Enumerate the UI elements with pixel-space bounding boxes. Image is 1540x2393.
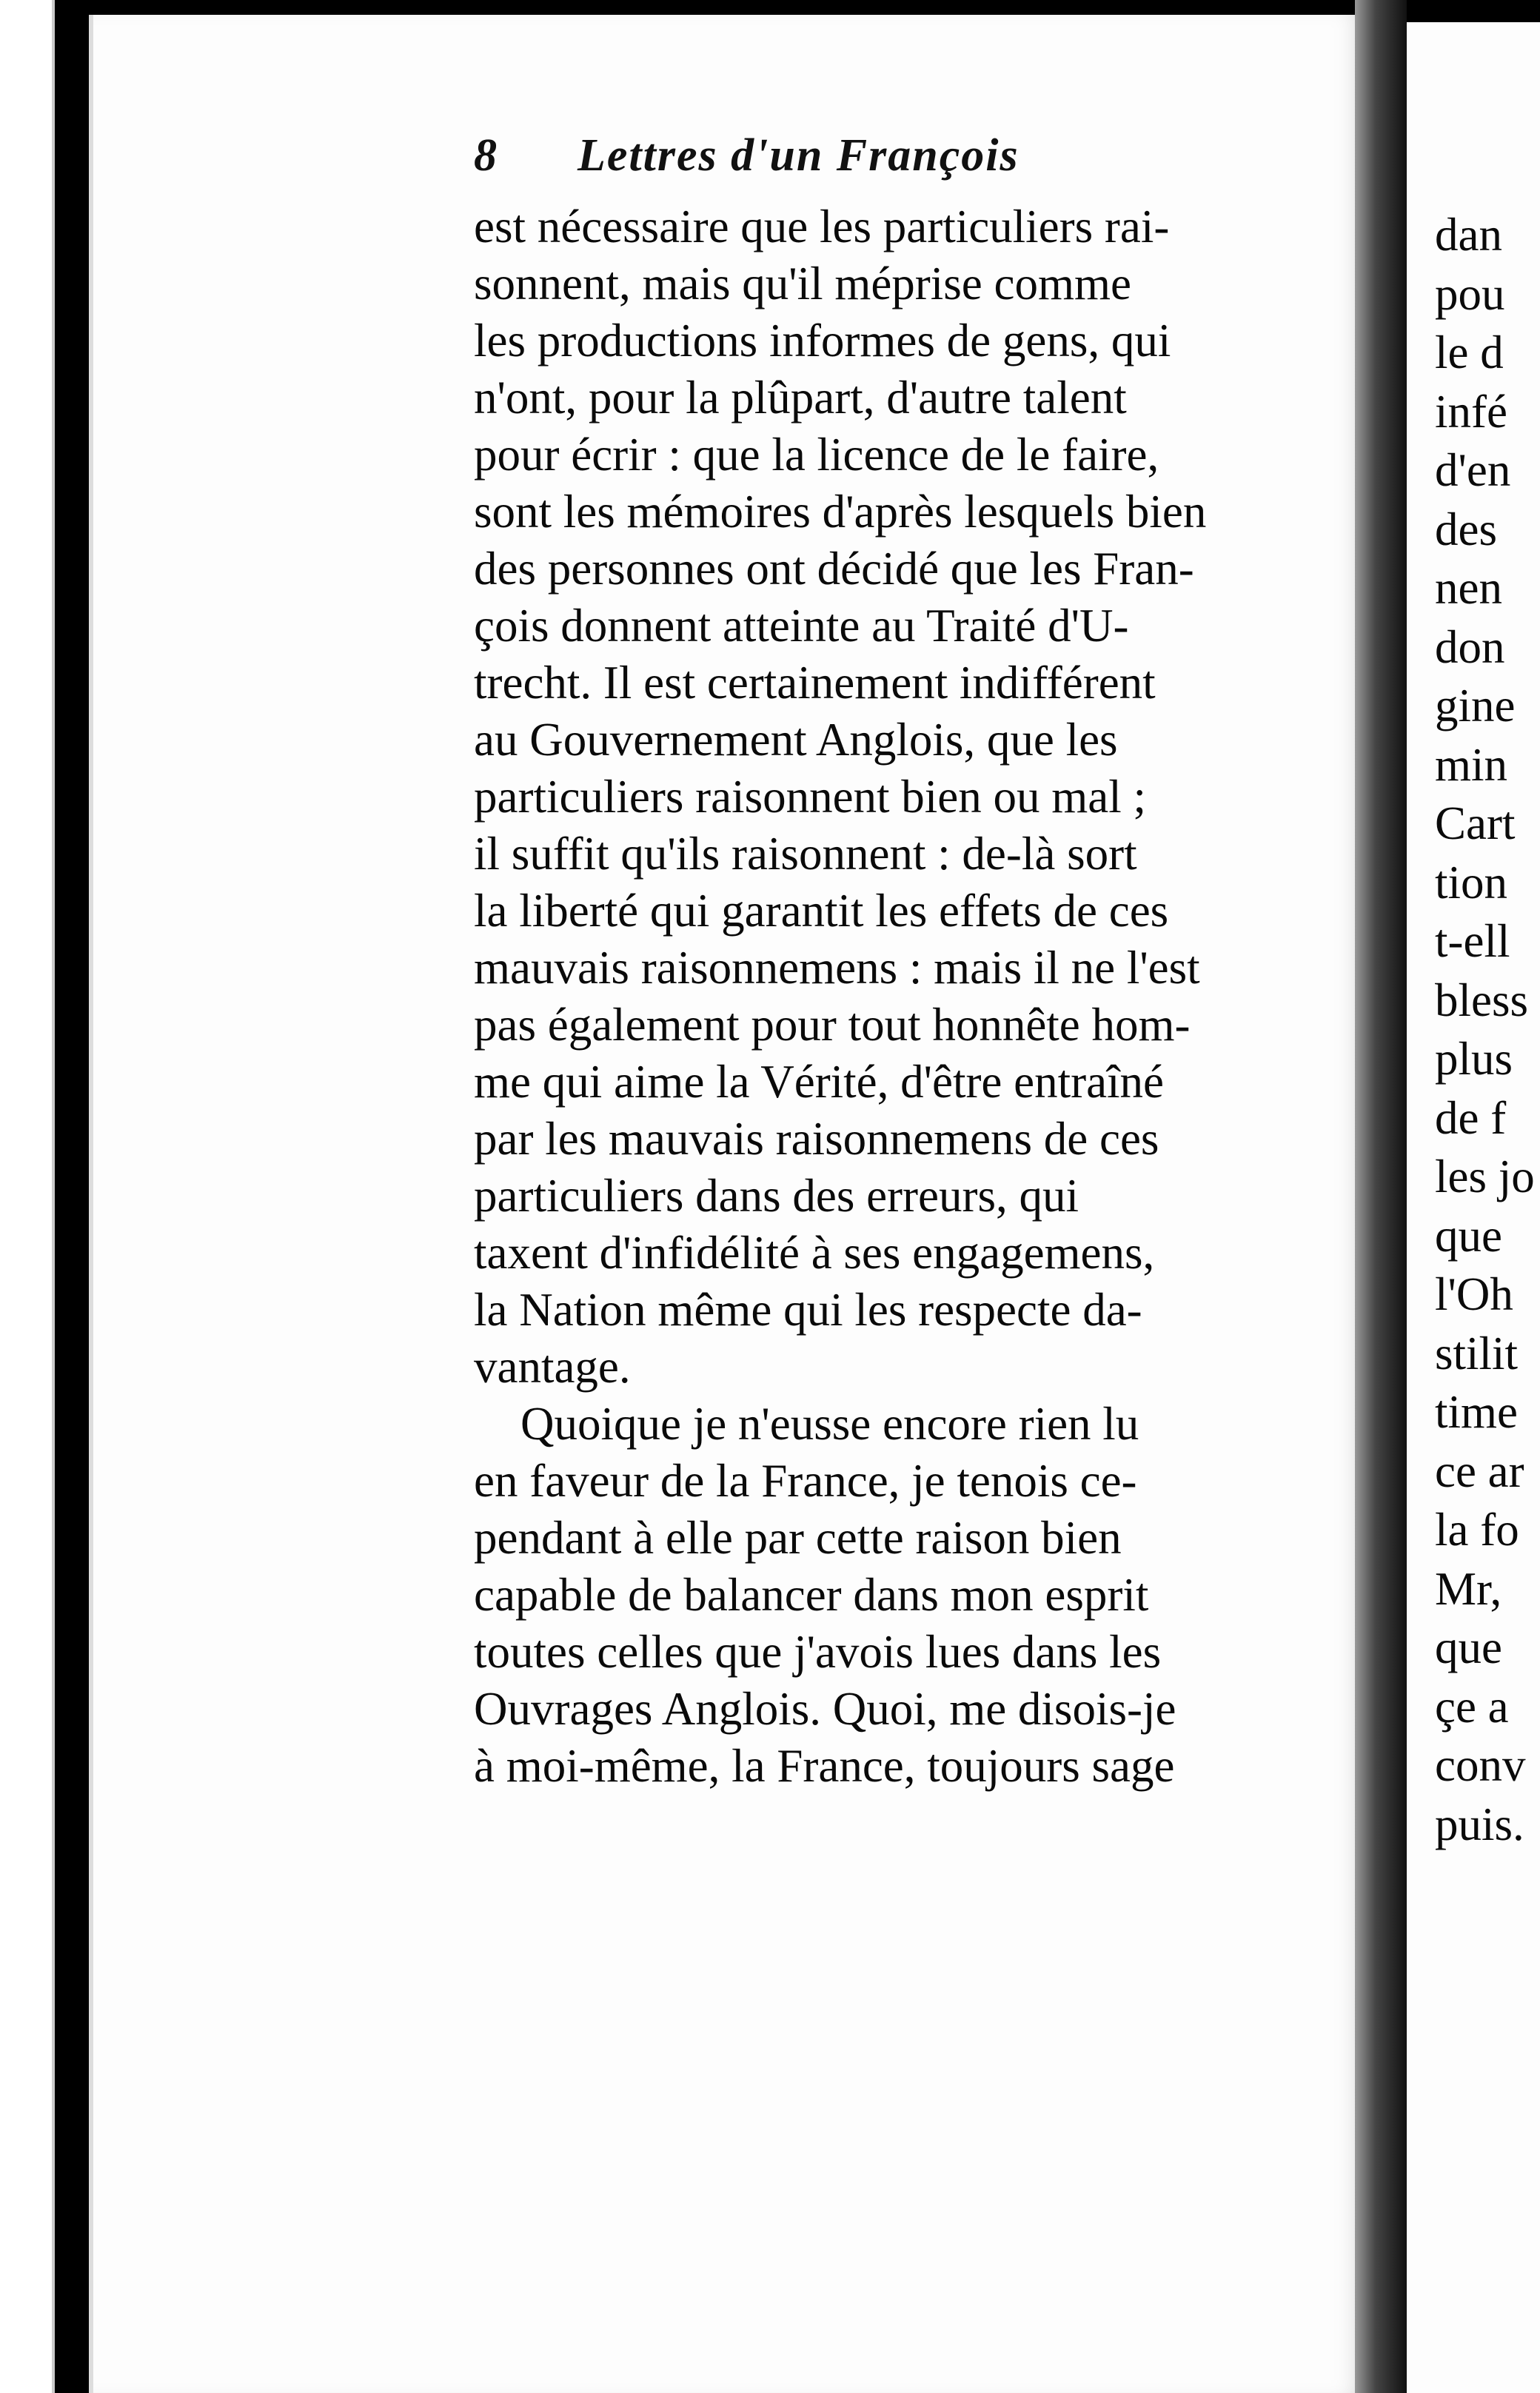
facing-text-line: la fo bbox=[1435, 1504, 1519, 1556]
facing-text-line: tion bbox=[1435, 856, 1508, 908]
text-line: la liberté qui garantit les effets de ces bbox=[474, 885, 1169, 937]
text-line: la Nation même qui les respecte da- bbox=[474, 1284, 1142, 1336]
facing-text-line: que bbox=[1435, 1209, 1502, 1262]
text-line: trecht. Il est certainement indifférent bbox=[474, 657, 1156, 709]
facing-page-text bbox=[1435, 206, 1540, 1854]
facing-text-line: t-ell bbox=[1435, 915, 1510, 967]
facing-text-line: d'en bbox=[1435, 444, 1511, 496]
facing-text-line: bless bbox=[1435, 974, 1528, 1026]
text-line: çois donnent atteinte au Traité d'U- bbox=[474, 600, 1129, 652]
facing-text-line: les jo bbox=[1435, 1151, 1535, 1202]
text-line: vantage. bbox=[474, 1341, 631, 1393]
facing-text-line: de f bbox=[1435, 1091, 1507, 1144]
text-line: pendant à elle par cette raison bien bbox=[474, 1512, 1122, 1564]
book-gutter bbox=[1355, 0, 1407, 2393]
text-line: pour écrir : que la licence de le faire, bbox=[474, 429, 1159, 481]
text-line: Ouvrages Anglois. Quoi, me disois-je bbox=[474, 1683, 1176, 1735]
text-line: par les mauvais raisonnemens de ces bbox=[474, 1113, 1159, 1165]
text-line: me qui aime la Vérité, d'être entraîné bbox=[474, 1056, 1165, 1108]
text-line: en faveur de la France, je tenois ce- bbox=[474, 1455, 1137, 1507]
text-line: sonnent, mais qu'il méprise comme bbox=[474, 258, 1131, 309]
text-line: mauvais raisonnemens : mais il ne l'est bbox=[474, 942, 1200, 994]
facing-text-line: ce ar bbox=[1435, 1445, 1524, 1497]
main-text-block bbox=[474, 198, 1340, 1795]
text-line: taxent d'infidélité à ses engagemens, bbox=[474, 1227, 1155, 1279]
facing-text-line: gine bbox=[1435, 680, 1516, 732]
text-line: n'ont, pour la plûpart, d'autre talent bbox=[474, 372, 1127, 424]
text-line: à moi-même, la France, toujours sage bbox=[474, 1740, 1175, 1792]
running-title: Lettres d'un François bbox=[578, 130, 1020, 181]
facing-text-line: Mr, bbox=[1435, 1562, 1502, 1615]
facing-text-line: le d bbox=[1435, 327, 1504, 378]
facing-text-line: time bbox=[1435, 1386, 1518, 1438]
facing-text-line: stilit bbox=[1435, 1327, 1519, 1379]
facing-text-line: çe a bbox=[1435, 1680, 1509, 1733]
facing-page bbox=[1407, 22, 1540, 2393]
text-line: particuliers dans des erreurs, qui bbox=[474, 1170, 1079, 1222]
text-line: il suffit qu'ils raisonnent : de-là sort bbox=[474, 828, 1137, 880]
text-line: des personnes ont décidé que les Fran- bbox=[474, 543, 1194, 595]
facing-text-line: puis. bbox=[1435, 1798, 1524, 1850]
text-line: au Gouvernement Anglois, que les bbox=[474, 714, 1118, 766]
facing-text-line: l'Oh bbox=[1435, 1268, 1513, 1320]
facing-text-line: nen bbox=[1435, 562, 1502, 614]
text-line: Quoique je n'eusse encore rien lu bbox=[474, 1398, 1139, 1450]
facing-text-line: pou bbox=[1435, 267, 1505, 320]
facing-text-line: min bbox=[1435, 738, 1508, 791]
facing-text-line: Cart bbox=[1435, 797, 1516, 849]
text-line: sont les mémoires d'après lesquels bien bbox=[474, 486, 1207, 538]
text-line: pas également pour tout honnête hom- bbox=[474, 999, 1191, 1051]
text-line: capable de balancer dans mon esprit bbox=[474, 1569, 1149, 1621]
running-head bbox=[474, 130, 1318, 182]
facing-text-line: des bbox=[1435, 503, 1497, 555]
text-line: particuliers raisonnent bien ou mal ; bbox=[474, 771, 1146, 823]
facing-text-line: dan bbox=[1435, 209, 1502, 261]
facing-text-line: plus bbox=[1435, 1033, 1513, 1085]
page-number: 8 bbox=[474, 130, 497, 181]
facing-text-line: don bbox=[1435, 620, 1505, 673]
text-line: est nécessaire que les particuliers rai- bbox=[474, 201, 1170, 252]
facing-text-line: conv bbox=[1435, 1739, 1526, 1791]
text-line: toutes celles que j'avois lues dans les bbox=[474, 1626, 1162, 1678]
facing-text-line: infé bbox=[1435, 385, 1507, 438]
facing-text-line: que bbox=[1435, 1621, 1502, 1673]
scan-left-margin bbox=[0, 0, 55, 2393]
text-line: les productions informes de gens, qui bbox=[474, 315, 1171, 367]
